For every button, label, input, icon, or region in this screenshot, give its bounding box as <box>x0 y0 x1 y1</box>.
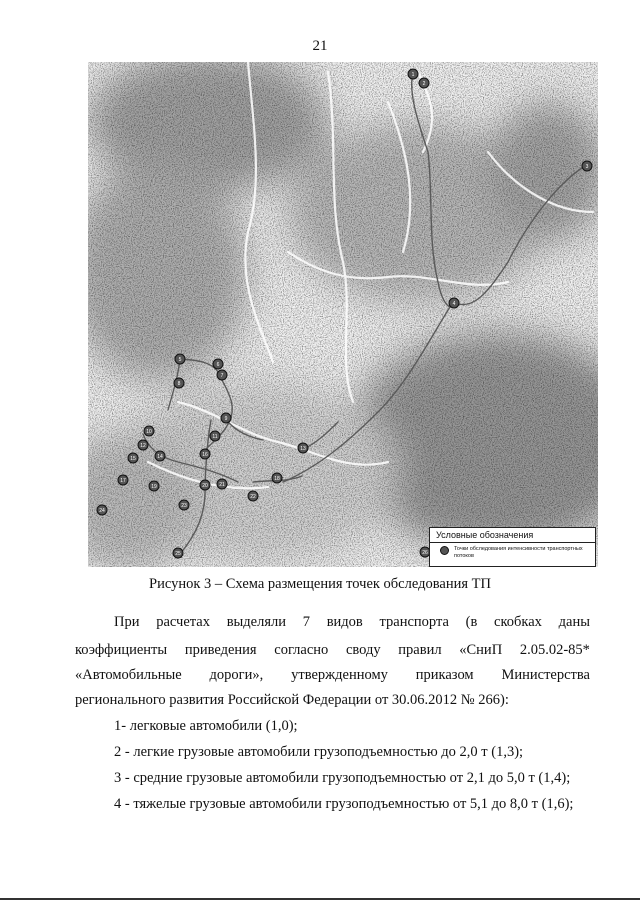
word: расчетах <box>156 614 210 630</box>
survey-point-label: 15 <box>130 455 136 462</box>
word: 7 <box>302 614 310 630</box>
survey-point-marker <box>144 426 154 436</box>
figure-caption: Рисунок 3 – Схема размещения точек обследования ТП <box>149 576 491 592</box>
word: выделяли <box>226 614 286 630</box>
word: дороги», <box>209 667 264 683</box>
survey-point-label: 14 <box>157 453 163 460</box>
word: приведения <box>184 642 257 658</box>
survey-point-label: 3 <box>585 163 589 170</box>
survey-point-label: 16 <box>202 451 208 458</box>
survey-point-marker <box>200 480 210 490</box>
word: даны <box>558 614 590 630</box>
survey-point-marker <box>128 453 138 463</box>
word: При <box>114 614 140 630</box>
list-item: 4 - тяжелые грузовые автомобили грузоподъемностью от 5,1 до 8,0 т (1,6); <box>114 796 574 812</box>
survey-point-marker <box>174 378 184 388</box>
survey-point-marker <box>149 481 159 491</box>
survey-point-label: 12 <box>140 442 146 449</box>
survey-point-marker <box>217 479 227 489</box>
word: правил <box>398 642 442 658</box>
survey-point-marker <box>408 69 418 79</box>
survey-point-label: 19 <box>151 483 157 490</box>
survey-point-marker <box>213 359 223 369</box>
word: (в <box>465 614 478 630</box>
survey-point-label: 13 <box>300 445 306 452</box>
word: транспорта <box>379 614 449 630</box>
word: 2.05.02-85* <box>519 642 590 658</box>
survey-point-marker <box>97 505 107 515</box>
survey-point-label: 17 <box>120 477 126 484</box>
survey-point-label: 21 <box>219 481 225 488</box>
list-item: 1- легковые автомобили (1,0); <box>114 718 298 734</box>
survey-point-marker <box>175 354 185 364</box>
survey-point-marker <box>200 449 210 459</box>
survey-point-label: 1 <box>411 71 415 78</box>
word: видов <box>326 614 363 630</box>
survey-point-label: 10 <box>146 428 152 435</box>
survey-point-marker <box>118 475 128 485</box>
survey-point-marker <box>419 78 429 88</box>
survey-point-label: 2 <box>422 80 426 87</box>
list-item: 2 - легкие грузовые автомобили грузоподъемностью до 2,0 т (1,3); <box>114 744 524 760</box>
survey-point-marker <box>298 443 308 453</box>
survey-point-marker <box>582 161 592 171</box>
word: согласно <box>274 642 329 658</box>
list-item: 3 - средние грузовые автомобили грузоподъемностью от 2,1 до 5,0 т (1,4); <box>114 770 571 786</box>
survey-point-label: 8 <box>177 380 181 387</box>
survey-point-label: 20 <box>202 482 208 489</box>
word: своду <box>345 642 381 658</box>
survey-point-label: 23 <box>181 502 187 509</box>
survey-point-icon <box>440 546 449 555</box>
survey-point-label: 7 <box>220 372 224 379</box>
paragraph-line-1 <box>114 614 590 631</box>
survey-point-label: 26 <box>422 549 428 556</box>
survey-point-label: 24 <box>99 507 105 514</box>
survey-point-marker <box>217 370 227 380</box>
survey-point-label: 9 <box>224 415 228 422</box>
survey-point-label: 4 <box>452 300 456 307</box>
survey-point-marker <box>179 500 189 510</box>
survey-point-label: 18 <box>274 475 280 482</box>
survey-point-label: 6 <box>216 361 220 368</box>
page-number: 21 <box>312 38 328 54</box>
legend-marker-text: Точки обследования интенсивности транспортных потоков <box>454 546 583 559</box>
word: коэффициенты <box>75 642 168 658</box>
survey-point-marker <box>272 473 282 483</box>
survey-point-marker <box>155 451 165 461</box>
survey-point-marker <box>138 440 148 450</box>
survey-points-map <box>88 62 598 567</box>
word: приказом <box>415 667 474 683</box>
survey-point-marker <box>221 413 231 423</box>
survey-point-label: 25 <box>175 550 181 557</box>
word: скобках <box>494 614 542 630</box>
survey-point-marker <box>449 298 459 308</box>
paragraph-line-3 <box>75 667 590 684</box>
survey-point-marker <box>173 548 183 558</box>
legend-title: Условные обозначения <box>436 530 534 540</box>
survey-point-label: 11 <box>212 433 218 440</box>
legend-divider <box>430 542 595 543</box>
survey-point-marker <box>210 431 220 441</box>
survey-point-label: 5 <box>178 356 182 363</box>
word: «СниП <box>459 642 503 658</box>
word: утвержденному <box>291 667 388 683</box>
survey-point-marker <box>248 491 258 501</box>
paragraph-line-4: регионального развития Российской Федерации от 30.06.2012 № 266): <box>75 692 509 708</box>
paragraph-line-2 <box>75 642 590 659</box>
word: «Автомобильные <box>75 667 182 683</box>
word: Министерства <box>501 667 590 683</box>
map-legend <box>429 527 596 567</box>
page-bottom-border <box>0 898 640 900</box>
survey-point-label: 22 <box>250 493 256 500</box>
